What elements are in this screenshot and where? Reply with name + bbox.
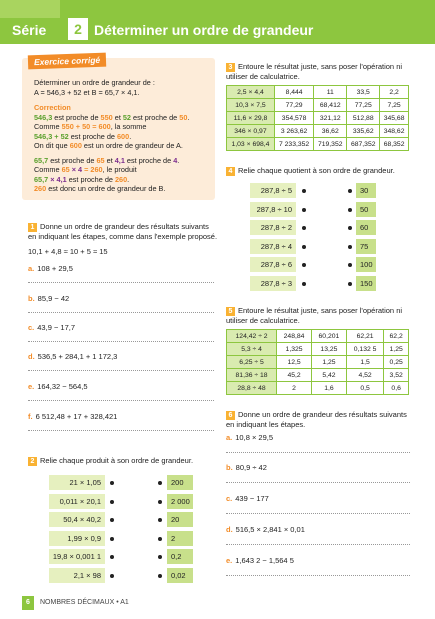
answer-choice[interactable]: 68,412	[314, 99, 347, 112]
answer-choice[interactable]: 7 233,352	[274, 138, 313, 151]
answer-choice[interactable]: 7,25	[380, 99, 409, 112]
link-dot[interactable]	[302, 208, 306, 212]
answer-choice[interactable]: 2,2	[380, 86, 409, 99]
link-dot[interactable]	[302, 282, 306, 286]
answer-line[interactable]	[28, 341, 214, 342]
exercise-number: 1	[28, 223, 37, 232]
product-box: 1,99 × 0,9	[49, 531, 105, 546]
exercise-1-item: a. 108 + 29,5	[28, 264, 73, 273]
operation-cell: 1,03 × 698,4	[227, 138, 275, 151]
product-box: 0,011 × 20,1	[49, 494, 105, 509]
link-dot[interactable]	[348, 208, 352, 212]
serie-number: 2	[68, 18, 88, 40]
answer-choice[interactable]: 77,25	[347, 99, 380, 112]
exercise-number: 6	[226, 411, 235, 420]
table-row	[227, 138, 409, 151]
answer-choice[interactable]: 45,2	[277, 369, 312, 382]
exercise-number: 5	[226, 307, 235, 316]
product-box: 2,1 × 98	[49, 568, 105, 583]
exercise-1-example: 10,1 + 4,8 ≈ 10 + 5 ≈ 15	[28, 247, 108, 256]
exercise-3-title: 3 Entoure le résultat juste, sans poser l'opération ni utiliser de calculatrice.	[226, 62, 403, 81]
link-dot[interactable]	[110, 537, 114, 541]
operation-cell: 124,42 ÷ 2	[227, 330, 277, 343]
link-dot[interactable]	[158, 518, 162, 522]
answer-choice[interactable]: 1,25	[312, 356, 347, 369]
answer-line[interactable]	[28, 312, 214, 313]
link-dot[interactable]	[110, 518, 114, 522]
exercise-4-title: 4 Relie chaque quotient à son ordre de grandeur.	[226, 166, 416, 176]
page-header	[0, 0, 435, 44]
answer-line[interactable]	[226, 575, 410, 576]
answer-choice[interactable]: 68,352	[380, 138, 409, 151]
answer-choice[interactable]: 33,5	[347, 86, 380, 99]
operation-cell: 346 × 0,97	[227, 125, 275, 138]
quotient-box: 287,8 ÷ 10	[250, 202, 296, 217]
exercise-1-item: f. 6 512,48 + 17 + 328,421	[28, 412, 118, 421]
magnitude-box: 200	[167, 475, 193, 490]
magnitude-box: 50	[356, 202, 376, 217]
table-row	[227, 330, 409, 343]
table-row	[227, 86, 409, 99]
exercise-1-item: b. 85,9 − 42	[28, 294, 70, 303]
answer-choice[interactable]: 248,84	[277, 330, 312, 343]
product-box: 50,4 × 40,2	[49, 512, 105, 527]
exercise-3-table	[226, 85, 409, 151]
link-dot[interactable]	[348, 282, 352, 286]
table-row	[227, 382, 409, 395]
footer-text: NOMBRES DÉCIMAUX • A1	[40, 599, 129, 606]
table-row	[227, 343, 409, 356]
exercise-6-item: c. 439 − 177	[226, 494, 269, 503]
operation-cell: 11,6 × 29,8	[227, 112, 275, 125]
answer-choice[interactable]: 5,42	[312, 369, 347, 382]
exercise-6-item: d. 516,5 × 2,841 × 0,01	[226, 525, 305, 534]
answer-choice[interactable]: 719,352	[314, 138, 347, 151]
answer-choice[interactable]: 348,62	[380, 125, 409, 138]
exercise-1-item: c. 43,9 − 17,7	[28, 323, 76, 332]
serie-label: Série	[12, 22, 47, 38]
answer-line[interactable]	[28, 282, 214, 283]
product-box: 21 × 1,05	[49, 475, 105, 490]
magnitude-box: 20	[167, 512, 193, 527]
link-dot[interactable]	[158, 500, 162, 504]
magnitude-box: 150	[356, 276, 376, 291]
answer-choice[interactable]: 62,2	[384, 330, 409, 343]
exercise-1-title: 1 Donne un ordre de grandeur des résultats suivants en indiquant les étapes, comme dans l'exemple proposé.	[28, 222, 218, 241]
exercise-5-table	[226, 329, 409, 395]
link-dot[interactable]	[158, 574, 162, 578]
table-row	[227, 112, 409, 125]
answer-choice[interactable]: 11	[314, 86, 347, 99]
exercise-number: 4	[226, 167, 235, 176]
quotient-box: 287,8 ÷ 4	[250, 239, 296, 254]
quotient-box: 287,8 ÷ 5	[250, 183, 296, 198]
header-decoration	[0, 0, 60, 18]
exercise-6-item: e. 1,643 2 − 1,564 5	[226, 556, 294, 565]
correction-line: 65,7 est proche de 65 et 4,1 est proche de 4.	[34, 155, 180, 165]
answer-choice[interactable]: 1,5	[346, 356, 383, 369]
quotient-box: 287,8 ÷ 6	[250, 257, 296, 272]
exercise-6-item: b. 80,9 ÷ 42	[226, 463, 267, 472]
worked-example-tag: Exercice corrigé	[28, 53, 107, 70]
page-title: Déterminer un ordre de grandeur	[94, 22, 314, 38]
answer-choice[interactable]: 512,88	[347, 112, 380, 125]
answer-choice[interactable]: 0,132 5	[346, 343, 383, 356]
worked-example-body	[34, 78, 212, 194]
magnitude-box: 0,02	[167, 568, 193, 583]
link-dot[interactable]	[348, 263, 352, 267]
answer-line[interactable]	[28, 400, 214, 401]
answer-line[interactable]	[226, 452, 410, 453]
magnitude-box: 30	[356, 183, 376, 198]
answer-line[interactable]	[226, 544, 410, 545]
exercise-1-item: e. 164,32 − 564,5	[28, 382, 88, 391]
answer-line[interactable]	[226, 513, 410, 514]
answer-choice[interactable]: 0,5	[346, 382, 383, 395]
link-dot[interactable]	[110, 574, 114, 578]
magnitude-box: 0,2	[167, 549, 193, 564]
table-row	[227, 99, 409, 112]
table-row	[227, 125, 409, 138]
exercise-6-title: 6 Donne un ordre de grandeur des résultats suivants en indiquant les étapes.	[226, 410, 407, 429]
operation-cell: 2,5 × 4,4	[227, 86, 275, 99]
page-footer	[22, 596, 129, 610]
answer-line[interactable]	[28, 430, 214, 431]
link-dot[interactable]	[302, 226, 306, 230]
answer-choice[interactable]: 2	[277, 382, 312, 395]
exercise-6-item: a. 10,8 × 29,5	[226, 433, 274, 442]
answer-line[interactable]	[226, 482, 410, 483]
correction-line: 260 est donc un ordre de grandeur de B.	[34, 184, 166, 193]
answer-choice[interactable]: 62,21	[346, 330, 383, 343]
link-dot[interactable]	[348, 245, 352, 249]
answer-choice[interactable]: 8,444	[274, 86, 313, 99]
worked-example-box	[22, 54, 215, 200]
link-dot[interactable]	[110, 555, 114, 559]
answer-choice[interactable]: 1,325	[277, 343, 312, 356]
answer-choice[interactable]: 1,25	[384, 343, 409, 356]
correction-line: On dit que 600 est un ordre de grandeur de A.	[34, 141, 183, 150]
table-row	[227, 369, 409, 382]
page-number: 6	[22, 596, 34, 610]
link-dot[interactable]	[348, 226, 352, 230]
link-dot[interactable]	[110, 500, 114, 504]
correction-line: 546,3 + 52 est proche de 600.	[34, 131, 132, 141]
link-dot[interactable]	[302, 263, 306, 267]
magnitude-box: 60	[356, 220, 376, 235]
correction-line: 546,3 est proche de 550 et 52 est proche de 50.	[34, 112, 190, 122]
answer-choice[interactable]: 4,52	[346, 369, 383, 382]
answer-choice[interactable]: 77,29	[274, 99, 313, 112]
intro-line: Déterminer un ordre de grandeur de :	[34, 78, 155, 87]
quotient-box: 287,8 ÷ 3	[250, 276, 296, 291]
answer-choice[interactable]: 1,6	[312, 382, 347, 395]
exercise-1	[28, 222, 218, 256]
exercise-number: 2	[28, 457, 37, 466]
operation-cell: 5,3 ÷ 4	[227, 343, 277, 356]
product-box: 19,8 × 0,001 1	[49, 549, 105, 564]
magnitude-box: 100	[356, 257, 376, 272]
correction-heading: Correction	[34, 103, 71, 112]
correction-line: Comme 550 + 50 = 600, la somme	[34, 122, 147, 131]
exercise-1-item: d. 536,5 + 284,1 + 1 172,3	[28, 352, 118, 361]
operation-cell: 81,36 ÷ 18	[227, 369, 277, 382]
quotient-box: 287,8 ÷ 2	[250, 220, 296, 235]
link-dot[interactable]	[110, 481, 114, 485]
answer-choice[interactable]: 3 263,62	[274, 125, 313, 138]
answer-choice[interactable]: 0,6	[384, 382, 409, 395]
answer-choice[interactable]: 321,12	[314, 112, 347, 125]
answer-choice[interactable]: 13,25	[312, 343, 347, 356]
magnitude-box: 2 000	[167, 494, 193, 509]
answer-line[interactable]	[28, 370, 214, 371]
answer-choice[interactable]: 12,5	[277, 356, 312, 369]
exercise-5-title: 5 Entoure le résultat juste, sans poser l'opération ni utiliser de calculatrice.	[226, 306, 403, 325]
correction-line: 65,7 × 4,1 est proche de 260.	[34, 174, 130, 184]
exercise-2-title: 2 Relie chaque produit à son ordre de grandeur.	[28, 456, 218, 466]
magnitude-box: 75	[356, 239, 376, 254]
correction-line: Comme 65 × 4 = 260, le produit	[34, 165, 137, 174]
table-row	[227, 356, 409, 369]
operation-cell: 10,3 × 7,5	[227, 99, 275, 112]
answer-choice[interactable]: 335,62	[347, 125, 380, 138]
answer-choice[interactable]: 3,52	[384, 369, 409, 382]
exercise-number: 3	[226, 63, 235, 72]
magnitude-box: 2	[167, 531, 193, 546]
operation-cell: 28,8 ÷ 48	[227, 382, 277, 395]
answer-choice[interactable]: 345,68	[380, 112, 409, 125]
answer-choice[interactable]: 0,25	[384, 356, 409, 369]
intro-line: A = 546,3 + 52 et B = 65,7 × 4,1.	[34, 87, 140, 97]
link-dot[interactable]	[158, 537, 162, 541]
link-dot[interactable]	[302, 245, 306, 249]
operation-cell: 6,25 ÷ 5	[227, 356, 277, 369]
answer-choice[interactable]: 60,201	[312, 330, 347, 343]
link-dot[interactable]	[158, 555, 162, 559]
answer-choice[interactable]: 354,578	[274, 112, 313, 125]
answer-choice[interactable]: 687,352	[347, 138, 380, 151]
answer-choice[interactable]: 36,62	[314, 125, 347, 138]
link-dot[interactable]	[302, 189, 306, 193]
link-dot[interactable]	[158, 481, 162, 485]
link-dot[interactable]	[348, 189, 352, 193]
